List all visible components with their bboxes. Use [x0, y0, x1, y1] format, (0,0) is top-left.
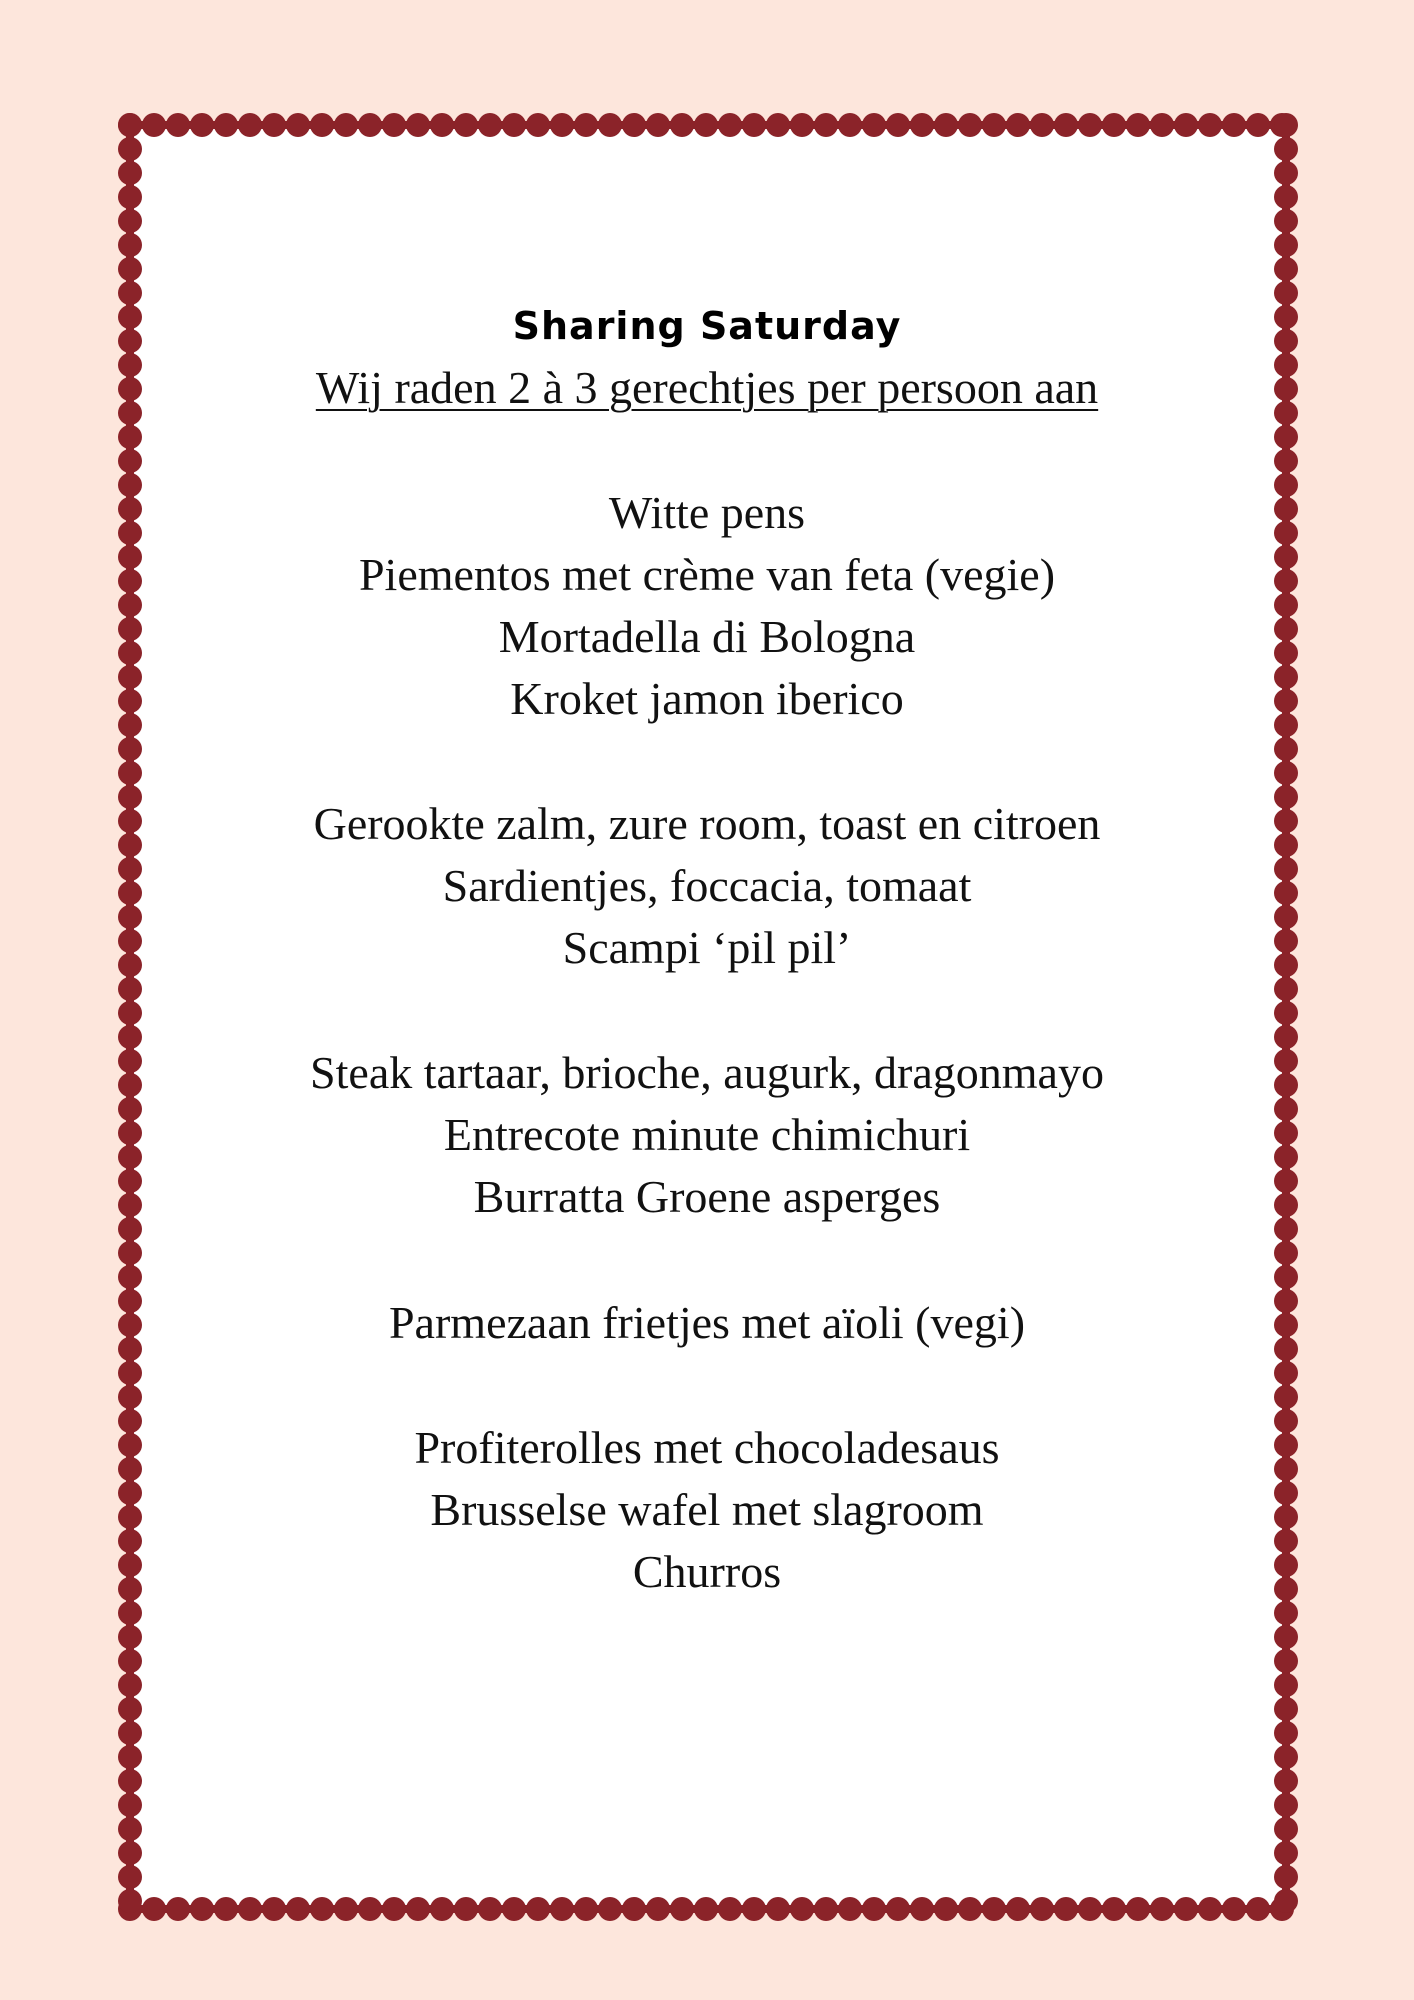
- border-scallop: [118, 1625, 142, 1649]
- menu-subtitle: Wij raden 2 à 3 gerechtjes per persoon aan: [315, 362, 1099, 413]
- border-scallop: [1274, 353, 1298, 377]
- border-scallop: [118, 593, 142, 617]
- border-scallop: [1274, 113, 1298, 137]
- border-scallop: [1274, 1481, 1298, 1505]
- border-scallop: [1274, 401, 1298, 425]
- border-scallop: [118, 905, 142, 929]
- border-scallop: [1274, 1505, 1298, 1529]
- menu-item: Mortadella di Bologna: [498, 611, 916, 662]
- border-scallop: [118, 185, 142, 209]
- border-scallop: [1274, 905, 1298, 929]
- border-scallop: [118, 929, 142, 953]
- border-scallop: [118, 521, 142, 545]
- border-scallop: [118, 1289, 142, 1313]
- border-scallop: [118, 1193, 142, 1217]
- border-scallop: [1274, 641, 1298, 665]
- border-scallop: [118, 497, 142, 521]
- border-scallop: [118, 785, 142, 809]
- menu-item: Steak tartaar, brioche, augurk, dragonmayo: [310, 1047, 1104, 1098]
- border-scallop: [118, 1553, 142, 1577]
- border-scallop: [1274, 1241, 1298, 1265]
- border-scallop: [118, 809, 142, 833]
- border-scallop: [1274, 1385, 1298, 1409]
- border-scallop: [1274, 977, 1298, 1001]
- border-scallop: [1274, 1769, 1298, 1793]
- border-scallop: [1274, 1793, 1298, 1817]
- border-scallop: [1274, 1865, 1298, 1889]
- border-scallop: [1274, 689, 1298, 713]
- border-scallop: [118, 1313, 142, 1337]
- border-scallop: [1274, 1217, 1298, 1241]
- border-scallop: [118, 1265, 142, 1289]
- border-scallop: [118, 1865, 142, 1889]
- border-scallop: [1274, 1265, 1298, 1289]
- menu-section-desserts: [150, 1417, 1264, 1603]
- border-scallop: [1274, 1361, 1298, 1385]
- border-scallop: [1274, 665, 1298, 689]
- border-scallop: [118, 401, 142, 425]
- menu-item: Kroket jamon iberico: [510, 673, 904, 724]
- border-scallop: [1274, 1625, 1298, 1649]
- border-scallop: [118, 329, 142, 353]
- menu-item: Sardientjes, foccacia, tomaat: [442, 860, 972, 911]
- border-scallop: [1274, 1433, 1298, 1457]
- border-scallop: [118, 1433, 142, 1457]
- border-scallop: [1274, 1817, 1298, 1841]
- border-scallop: [1274, 497, 1298, 521]
- border-scallop: [1274, 857, 1298, 881]
- border-scallop: [118, 1889, 142, 1913]
- border-scallop: [1274, 185, 1298, 209]
- border-scallop: [1274, 329, 1298, 353]
- border-scallop: [118, 881, 142, 905]
- border-scallop: [1274, 1049, 1298, 1073]
- border-scallop: [118, 449, 142, 473]
- border-scallop: [118, 1745, 142, 1769]
- border-scallop: [1274, 1745, 1298, 1769]
- border-scallop: [118, 1481, 142, 1505]
- border-scallop: [118, 1529, 142, 1553]
- menu-item: Burratta Groene asperges: [473, 1171, 941, 1222]
- menu-item: Parmezaan frietjes met aïoli (vegi): [388, 1297, 1026, 1348]
- border-scallop: [118, 665, 142, 689]
- border-scallop: [1274, 1169, 1298, 1193]
- border-scallop: [1274, 1601, 1298, 1625]
- border-scallop: [1274, 377, 1298, 401]
- border-scallop: [118, 1673, 142, 1697]
- border-scallop: [118, 1241, 142, 1265]
- border-scallop: [118, 953, 142, 977]
- menu-item: Scampi ‘pil pil’: [562, 922, 852, 973]
- border-scallop: [1274, 305, 1298, 329]
- border-scallop: [118, 425, 142, 449]
- border-scallop: [1274, 1649, 1298, 1673]
- menu-section-meat: [150, 1042, 1264, 1228]
- border-scallop: [118, 1457, 142, 1481]
- border-scallop: [118, 377, 142, 401]
- border-scallop: [118, 1721, 142, 1745]
- menu-item: Piementos met crème van feta (vegie): [358, 549, 1056, 600]
- border-scallop: [118, 761, 142, 785]
- border-scallop: [118, 1793, 142, 1817]
- border-scallop: [1274, 737, 1298, 761]
- border-scallop: [1274, 1409, 1298, 1433]
- border-scallop: [118, 1217, 142, 1241]
- border-scallop: [118, 473, 142, 497]
- border-scallop: [118, 1145, 142, 1169]
- border-scallop: [118, 1121, 142, 1145]
- border-scallop: [1274, 1721, 1298, 1745]
- border-scallop: [1274, 1337, 1298, 1361]
- border-scallop: [1274, 1673, 1298, 1697]
- border-scallop: [118, 257, 142, 281]
- border-scallop: [118, 1097, 142, 1121]
- border-scallop: [118, 737, 142, 761]
- border-scallop: [1274, 569, 1298, 593]
- border-scallop: [1274, 425, 1298, 449]
- menu-item: Profiterolles met chocoladesaus: [414, 1422, 1000, 1473]
- border-scallop: [118, 857, 142, 881]
- border-scallop: [118, 1361, 142, 1385]
- border-scallop: [118, 209, 142, 233]
- menu-item: Witte pens: [608, 487, 806, 538]
- border-scallop: [1274, 713, 1298, 737]
- border-scallop: [1274, 1001, 1298, 1025]
- border-scallop: [118, 1409, 142, 1433]
- menu-item: Brusselse wafel met slagroom: [430, 1484, 984, 1535]
- border-scallop: [118, 1649, 142, 1673]
- border-scallop: [118, 569, 142, 593]
- border-scallop: [1274, 161, 1298, 185]
- border-scallop: [118, 1505, 142, 1529]
- border-scallop: [118, 1049, 142, 1073]
- border-scallop: [118, 1841, 142, 1865]
- border-scallop: [1274, 1121, 1298, 1145]
- border-scallop: [1274, 929, 1298, 953]
- border-scallop: [118, 353, 142, 377]
- border-scallop: [1274, 473, 1298, 497]
- border-scallop: [118, 1697, 142, 1721]
- border-scallop: [1274, 1889, 1298, 1913]
- border-scallop: [118, 641, 142, 665]
- border-scallop: [118, 1769, 142, 1793]
- border-scallop: [118, 1169, 142, 1193]
- border-scallop: [1274, 1073, 1298, 1097]
- menu-title: Sharing Saturday: [512, 304, 902, 348]
- border-scallop: [118, 545, 142, 569]
- border-scallop: [1274, 953, 1298, 977]
- border-scallop: [1274, 1841, 1298, 1865]
- border-scallop: [1274, 1553, 1298, 1577]
- menu-item: Gerookte zalm, zure room, toast en citroen: [313, 798, 1101, 849]
- border-scallop: [118, 305, 142, 329]
- border-scallop: [1274, 1313, 1298, 1337]
- border-scallop: [1274, 449, 1298, 473]
- border-scallop: [1274, 785, 1298, 809]
- border-scallop: [118, 1817, 142, 1841]
- menu-section-fish: [150, 793, 1264, 979]
- border-scallop: [1274, 881, 1298, 905]
- border-scallop: [1274, 1577, 1298, 1601]
- border-scallop: [118, 689, 142, 713]
- border-scallop: [118, 1601, 142, 1625]
- border-scallop: [1274, 281, 1298, 305]
- border-scallop: [1274, 1193, 1298, 1217]
- border-scallop: [118, 1577, 142, 1601]
- border-scallop: [118, 161, 142, 185]
- border-scallop: [118, 1025, 142, 1049]
- menu-item: Entrecote minute chimichuri: [443, 1109, 971, 1160]
- border-scallop: [118, 1337, 142, 1361]
- border-scallop: [1274, 209, 1298, 233]
- border-scallop: [1274, 833, 1298, 857]
- border-scallop: [1274, 617, 1298, 641]
- border-scallop: [1274, 257, 1298, 281]
- menu-section-starters: [150, 482, 1264, 730]
- border-scallop: [1274, 1529, 1298, 1553]
- border-scallop: [118, 281, 142, 305]
- border-scallop: [118, 977, 142, 1001]
- border-scallop: [1274, 1457, 1298, 1481]
- border-scallop: [1274, 593, 1298, 617]
- border-scallop: [1274, 1097, 1298, 1121]
- border-scallop: [1274, 809, 1298, 833]
- border-scallop: [1274, 1025, 1298, 1049]
- menu-item: Churros: [632, 1546, 782, 1597]
- border-scallop: [1274, 233, 1298, 257]
- border-scallop: [118, 617, 142, 641]
- border-scallop: [1274, 137, 1298, 161]
- border-scallop: [118, 833, 142, 857]
- border-scallop: [1274, 1289, 1298, 1313]
- menu-card: [150, 0, 1264, 2000]
- border-scallop: [118, 137, 142, 161]
- border-scallop: [118, 1385, 142, 1409]
- border-scallop: [1274, 521, 1298, 545]
- border-scallop: [118, 233, 142, 257]
- border-scallop: [118, 713, 142, 737]
- border-scallop: [1274, 1697, 1298, 1721]
- border-scallop: [1274, 1145, 1298, 1169]
- border-scallop: [118, 1073, 142, 1097]
- border-scallop: [1274, 545, 1298, 569]
- border-scallop: [118, 1001, 142, 1025]
- border-scallop: [118, 113, 142, 137]
- border-scallop: [1274, 761, 1298, 785]
- menu-section-sides: [150, 1292, 1264, 1354]
